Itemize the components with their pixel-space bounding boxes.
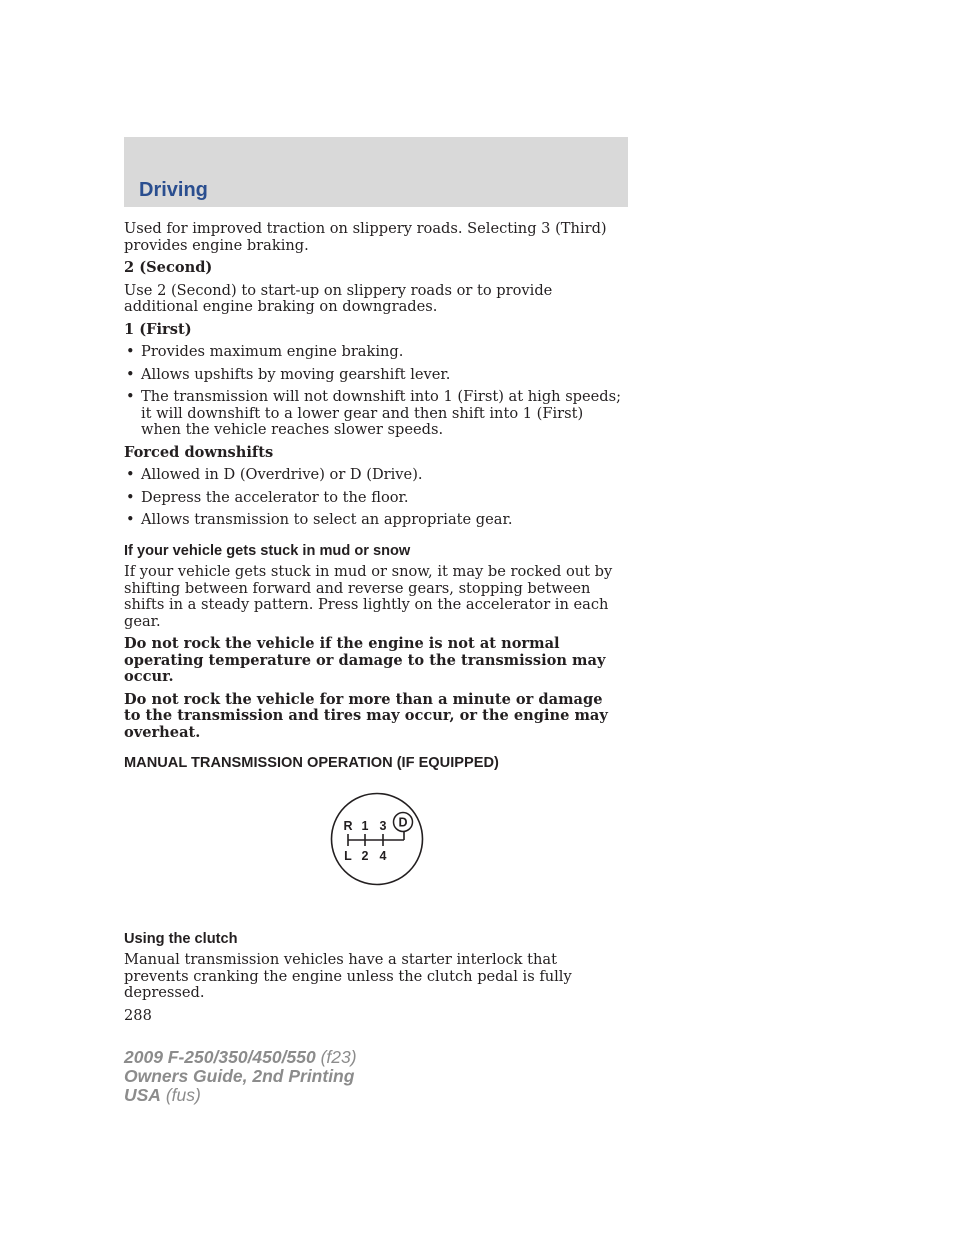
first-gear-list <box>124 344 624 439</box>
footer-model: 2009 F-250/350/450/550 <box>124 1047 316 1067</box>
footer-guide-line <box>124 1067 357 1086</box>
gear-label-1: 1 <box>361 818 369 833</box>
rocking-warning-temperature: Do not rock the vehicle if the engine is not at normal operating temperature or damage to the transmission may occur. <box>124 635 606 685</box>
page-content <box>124 221 624 1024</box>
footer-region-code: (fus) <box>165 1085 201 1105</box>
clutch-paragraph: Manual transmission vehicles have a starter interlock that prevents cranking the engine unless the clutch pedal is fully depressed. <box>124 951 572 1001</box>
list-item: • Depress the accelerator to the floor. <box>124 490 624 507</box>
gear-label-4: 4 <box>379 848 387 863</box>
section-header-band <box>124 137 628 207</box>
stuck-heading: If your vehicle gets stuck in mud or snow <box>124 542 411 559</box>
document-footer <box>124 1048 357 1105</box>
page-number: 288 <box>124 1006 152 1024</box>
clutch-heading: Using the clutch <box>124 930 238 947</box>
list-item: • Allowed in D (Overdrive) or D (Drive). <box>124 467 624 484</box>
second-gear-paragraph: Use 2 (Second) to start-up on slippery roads or to provide additional engine braking on downgrades. <box>124 281 553 315</box>
second-gear-heading: 2 (Second) <box>124 259 213 276</box>
gear-label-r: R <box>343 818 353 833</box>
intro-paragraph: Used for improved traction on slippery roads. Selecting 3 (Third) provides engine braking. <box>124 220 607 254</box>
list-item: • Allows upshifts by moving gearshift lever. <box>124 367 624 384</box>
list-item: • Allows transmission to select an appropriate gear. <box>124 512 624 529</box>
stuck-paragraph: If your vehicle gets stuck in mud or snow, it may be rocked out by shifting between forward and reverse gears, stopping between shifts in a steady pattern. Press lightly on the accelerator in each gear. <box>124 563 613 630</box>
shift-pattern-figure <box>329 791 425 887</box>
list-item: • Provides maximum engine braking. <box>124 344 624 361</box>
list-item: • The transmission will not downshift into 1 (First) at high speeds; it will downshift to a lower gear and then shift into 1 (First) when the vehicle reaches slower speeds. <box>124 389 624 439</box>
forced-downshifts-list <box>124 467 624 529</box>
footer-guide: Owners Guide, 2nd Printing <box>124 1066 355 1086</box>
section-title: Driving <box>139 179 208 201</box>
shift-pattern-diagram <box>124 777 624 917</box>
gear-label-d: D <box>398 815 408 829</box>
first-gear-heading: 1 (First) <box>124 320 192 338</box>
footer-model-line <box>124 1048 357 1067</box>
gear-label-2: 2 <box>361 848 369 863</box>
footer-model-code: (f23) <box>320 1047 357 1067</box>
rocking-warning-duration: Do not rock the vehicle for more than a minute or damage to the transmission and tires may occur, or the engine may overheat. <box>124 690 608 741</box>
footer-region-line <box>124 1086 357 1105</box>
shift-knob-outline <box>332 793 423 884</box>
forced-downshifts-heading: Forced downshifts <box>124 443 274 461</box>
footer-region: USA <box>124 1085 161 1105</box>
gear-label-l: L <box>344 848 352 863</box>
gear-label-3: 3 <box>379 818 387 833</box>
manual-transmission-heading: MANUAL TRANSMISSION OPERATION (IF EQUIPPED) <box>124 755 499 771</box>
